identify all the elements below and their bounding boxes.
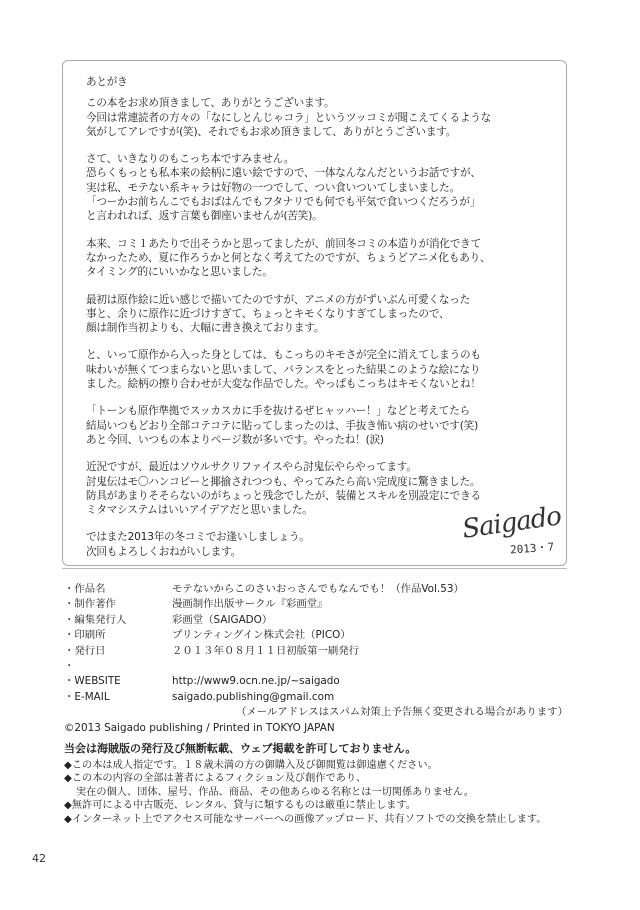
afterword-line: 今回は常連読者の方々の「なにしとんじゃコラ」というツッコミが聞こえてくるような: [86, 111, 492, 124]
colophon-value: [172, 659, 564, 674]
afterword-line: さて、いきなりのもこっち本ですみません。: [86, 153, 295, 166]
signature-date: 2013・7: [509, 540, 555, 557]
colophon-value: プリンティングイン株式会社（PICO）: [172, 629, 351, 642]
afterword-line: 「トーンも原作準拠でスッカスカに手を抜けるぜヒャッハー！」などと考えてたら: [86, 405, 470, 418]
colophon-label: ・: [64, 660, 75, 673]
legal-item: ◆この本の内容の全部は著者によるフィクション及び創作であり、: [64, 773, 367, 785]
afterword-line: 味わいが無くてつまらないと思いまして、バランスをとった結果このような絵になり: [86, 363, 481, 376]
afterword-line: タイミング的にいいかなと思いました。: [86, 266, 273, 279]
colophon-row: [64, 659, 564, 674]
colophon-row: [64, 690, 564, 705]
afterword-line: 気がしてアレですが(笑)、それでもお求め頂きまして、ありがとうございます。: [86, 125, 457, 138]
afterword-line: 恐らくもっとも私本来の絵柄に遠い絵ですので、一体なんなんだというお話ですが、: [86, 167, 481, 180]
legal-item: ◆この本は成人指定です。１８歳未満の方の御購入及び御閲覧は御遠慮ください。: [64, 759, 438, 771]
mail-note: （メールアドレスはスパム対策上予告無く変更される場合があります）: [236, 706, 568, 719]
afterword-line: 事と、余りに原作に近づけすぎて、ちょっとキモくなりすぎてしまったので、: [86, 307, 450, 320]
afterword-line: 討鬼伝はモ〇ハンコピーと揶揄されつつも、やってみたら高い完成度に驚きました。: [86, 475, 481, 488]
afterword-paragraph: [86, 96, 556, 139]
afterword-line: 実は私、モテない系キャラは好物の一つでして、つい食いついてしまいました。: [86, 181, 460, 194]
afterword-line: と、いって原作から入った身としては、もこっちのキモさが完全に消えてしまうのも: [86, 349, 481, 362]
afterword-line: 最初は原作絵に近い感じで描いてたのですが、アニメの方がずいぶん可愛くなった: [86, 293, 471, 306]
colophon-row: [64, 613, 564, 628]
page-number: 42: [32, 852, 46, 865]
colophon-row: [64, 674, 564, 689]
author-signature: [460, 501, 563, 560]
colophon-value: saigado.publishing@gmail.com: [172, 690, 335, 703]
afterword-line: ではまた2013年の冬コミでお逢いしましょう。: [86, 531, 310, 544]
colophon-label: ・E-MAIL: [64, 690, 110, 703]
afterword-line: 結局いつもどおり全部コテコテに貼ってしまったのは、手抜き怖い病のせいです(笑): [86, 419, 479, 432]
afterword-line: あと今回、いつもの本よりページ数が多いです。やったね！(涙): [86, 433, 384, 446]
afterword-paragraph: [86, 152, 556, 223]
colophon-row: [64, 582, 564, 597]
afterword-line: 防具があまりそそらないのがちょっと残念でしたが、装備とスキルを別設定にできる: [86, 489, 481, 502]
colophon-divider: [62, 568, 567, 569]
afterword-line: 近況ですが、最近はソウルサクリファイスやら討鬼伝やらやってます。: [86, 461, 417, 474]
colophon-row: [64, 628, 564, 643]
colophon-label: ・制作著作: [64, 598, 116, 611]
colophon-value: http://www9.ocn.ne.jp/~saigado: [172, 675, 340, 688]
legal-notice: [64, 742, 584, 827]
colophon-value: モテないからこのさいおっさんでもなんでも！（作品Vol.53）: [172, 583, 464, 595]
afterword: [86, 75, 556, 572]
colophon-label: ・発行日: [64, 644, 106, 657]
colophon-label: ・WEBSITE: [64, 675, 121, 688]
legal-item-continuation: 実在の個人、団体、屋号、作品、商品、その他あらゆる名称とは一切関係ありません。: [76, 786, 474, 798]
colophon-label: ・作品名: [64, 583, 106, 595]
colophon-row: [64, 644, 564, 659]
afterword-paragraph: [86, 237, 556, 280]
colophon-rows: [64, 582, 564, 705]
afterword-line: なかったため、夏に作ろうかと何となく考えてたのですが、ちょうどアニメ化もあり、: [86, 251, 491, 264]
afterword-body: [86, 96, 556, 559]
legal-item: ◆無許可による中古販売、レンタル、貸与に類するものは厳重に禁止します。: [64, 800, 416, 812]
colophon-value: ２０１３年０８月１１日初版第一刷発行: [172, 644, 360, 657]
colophon-value: 漫画制作出版サークル『彩画堂』: [172, 598, 328, 611]
afterword-paragraph: [86, 348, 556, 391]
legal-item: ◆インターネット上でアクセス可能なサーバーへの画像アップロード、共有ソフトでの交換を禁止します。: [64, 813, 547, 825]
colophon: [64, 582, 568, 736]
afterword-line: 顔は制作当初よりも、大幅に書き換えております。: [86, 322, 325, 335]
colophon-label: ・編集発行人: [64, 613, 127, 626]
legal-title: 当会は海賊版の発行及び無断転載、ウェブ掲載を許可しておりません。: [64, 742, 417, 755]
afterword-line: ました。絵柄の擦り合わせが大変な作品でした。やっぱもこっちはキモくないとね！: [86, 378, 481, 391]
signature-name: Saigado: [460, 501, 563, 545]
afterword-line: ミタマシステムはいいアイデアだと思いました。: [86, 504, 313, 517]
afterword-paragraph: [86, 404, 556, 447]
colophon-label: ・印刷所: [64, 629, 106, 642]
afterword-line: 次回もよろしくおねがいします。: [86, 545, 242, 558]
afterword-line: 本来、コミ１あたりで出そうかと思ってましたが、前回冬コミの本造りが消化できて: [86, 237, 481, 250]
afterword-heading: あとがき: [86, 76, 128, 88]
copyright: ©2013 Saigado publishing / Printed in TOKYO JAPAN: [64, 721, 335, 734]
afterword-paragraph: [86, 293, 556, 336]
afterword-line: と言われれば、返す言葉も御座いませんが(苦笑)。: [86, 210, 323, 223]
colophon-row: [64, 597, 564, 612]
afterword-line: この本をお求め頂きまして、ありがとうございます。: [86, 97, 335, 110]
colophon-value: 彩画堂（SAIGADO）: [172, 613, 273, 626]
afterword-line: 「つーかお前ちんこでもおばはんでもフタナリでも何でも平気で食いつくだろうが」: [86, 196, 481, 209]
